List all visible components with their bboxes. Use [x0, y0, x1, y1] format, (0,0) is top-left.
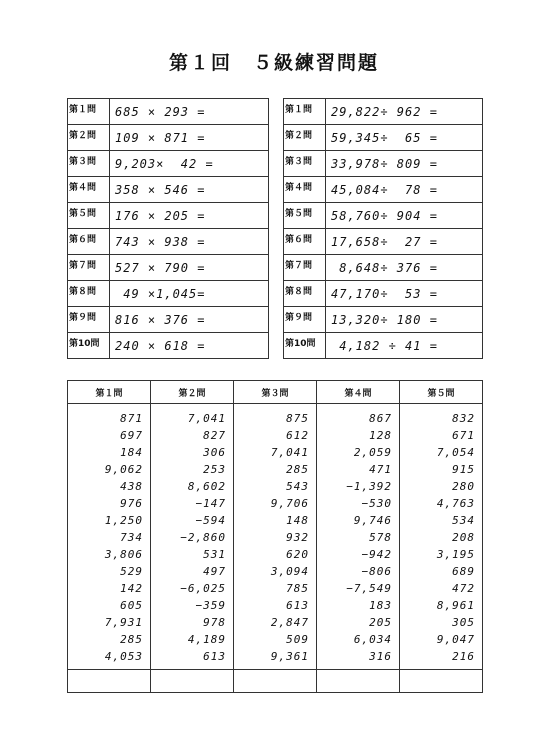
- number-column: [68, 404, 151, 670]
- problem-expression: 358 × 546 =: [110, 177, 269, 203]
- number-cell: 867: [369, 412, 392, 425]
- number-cell: 689: [452, 565, 475, 578]
- division-row: [284, 203, 483, 229]
- problem-expression: 4,182 ÷ 41 =: [326, 333, 483, 359]
- number-cell: 472: [452, 582, 475, 595]
- number-cell: 9,062: [104, 463, 143, 476]
- number-cell: −806: [361, 565, 392, 578]
- number-cell: 976: [120, 497, 143, 510]
- division-row: [284, 125, 483, 151]
- multiplication-table: [67, 98, 269, 359]
- answer-cell[interactable]: [151, 670, 234, 693]
- problem-expression: 816 × 376 =: [110, 307, 269, 333]
- multiplication-row: [68, 307, 269, 333]
- number-cell: 3,195: [436, 548, 475, 561]
- problem-expression: 59,345÷ 65 =: [326, 125, 483, 151]
- multiplication-row: [68, 99, 269, 125]
- number-cell: 612: [286, 429, 309, 442]
- division-table: [283, 98, 483, 359]
- number-cell: 620: [286, 548, 309, 561]
- problem-label: 第10問: [68, 333, 110, 359]
- problem-label: 第９問: [284, 307, 326, 333]
- number-cell: 2,059: [353, 446, 392, 459]
- number-cell: 827: [203, 429, 226, 442]
- number-cell: 613: [203, 650, 226, 663]
- number-cell: 253: [203, 463, 226, 476]
- number-cell: 9,047: [436, 633, 475, 646]
- number-cell: 148: [286, 514, 309, 527]
- division-row: [284, 307, 483, 333]
- number-cell: 543: [286, 480, 309, 493]
- multiplication-row: [68, 229, 269, 255]
- problem-expression: 109 × 871 =: [110, 125, 269, 151]
- column-header: 第３問: [234, 381, 317, 404]
- number-cell: 7,041: [270, 446, 309, 459]
- number-cell: 208: [452, 531, 475, 544]
- number-cell: −359: [195, 599, 226, 612]
- number-cell: 6,034: [353, 633, 392, 646]
- number-cell: 183: [369, 599, 392, 612]
- problem-expression: 176 × 205 =: [110, 203, 269, 229]
- number-cell: 734: [120, 531, 143, 544]
- problem-label: 第４問: [68, 177, 110, 203]
- number-column: [317, 404, 400, 670]
- problem-label: 第７問: [284, 255, 326, 281]
- problem-expression: 33,978÷ 809 =: [326, 151, 483, 177]
- number-cell: 4,763: [436, 497, 475, 510]
- number-cell: 128: [369, 429, 392, 442]
- answer-cell[interactable]: [317, 670, 400, 693]
- problem-expression: 240 × 618 =: [110, 333, 269, 359]
- number-cell: 305: [452, 616, 475, 629]
- answer-cell[interactable]: [400, 670, 483, 693]
- number-cell: 785: [286, 582, 309, 595]
- number-cell: 671: [452, 429, 475, 442]
- problem-label: 第５問: [284, 203, 326, 229]
- number-cell: 205: [369, 616, 392, 629]
- division-row: [284, 333, 483, 359]
- problem-label: 第２問: [284, 125, 326, 151]
- problem-label: 第８問: [284, 281, 326, 307]
- division-row: [284, 281, 483, 307]
- problem-expression: 58,760÷ 904 =: [326, 203, 483, 229]
- problem-expression: 13,320÷ 180 =: [326, 307, 483, 333]
- number-cell: 9,706: [270, 497, 309, 510]
- number-cell: 697: [120, 429, 143, 442]
- multiplication-row: [68, 255, 269, 281]
- problem-expression: 527 × 790 =: [110, 255, 269, 281]
- number-cell: 4,053: [104, 650, 143, 663]
- problem-label: 第３問: [284, 151, 326, 177]
- number-cell: −147: [195, 497, 226, 510]
- division-row: [284, 151, 483, 177]
- number-cell: −594: [195, 514, 226, 527]
- page-title: 第１回 ５級練習問題: [168, 52, 379, 74]
- number-cell: 285: [120, 633, 143, 646]
- multiplication-row: [68, 177, 269, 203]
- column-header: 第４問: [317, 381, 400, 404]
- number-cell: 285: [286, 463, 309, 476]
- column-header: 第２問: [151, 381, 234, 404]
- number-cell: 306: [203, 446, 226, 459]
- number-cell: 1,250: [104, 514, 143, 527]
- addition-table: [67, 380, 483, 693]
- division-row: [284, 255, 483, 281]
- number-cell: 8,602: [187, 480, 226, 493]
- problem-expression: 9,203× 42 =: [110, 151, 269, 177]
- problem-expression: 45,084÷ 78 =: [326, 177, 483, 203]
- answer-cell[interactable]: [68, 670, 151, 693]
- problem-expression: 743 × 938 =: [110, 229, 269, 255]
- number-cell: 509: [286, 633, 309, 646]
- problem-expression: 29,822÷ 962 =: [326, 99, 483, 125]
- multiplication-row: [68, 333, 269, 359]
- number-cell: 531: [203, 548, 226, 561]
- number-cell: −6,025: [180, 582, 226, 595]
- problem-label: 第10問: [284, 333, 326, 359]
- number-cell: −942: [361, 548, 392, 561]
- number-cell: 142: [120, 582, 143, 595]
- number-cell: −530: [361, 497, 392, 510]
- number-cell: 978: [203, 616, 226, 629]
- column-header: 第５問: [400, 381, 483, 404]
- number-column: [151, 404, 234, 670]
- problem-label: 第１問: [284, 99, 326, 125]
- multiplication-row: [68, 125, 269, 151]
- number-cell: 3,094: [270, 565, 309, 578]
- number-cell: 280: [452, 480, 475, 493]
- number-cell: 7,041: [187, 412, 226, 425]
- number-cell: 2,847: [270, 616, 309, 629]
- number-cell: 7,054: [436, 446, 475, 459]
- number-cell: 3,806: [104, 548, 143, 561]
- number-cell: 8,961: [436, 599, 475, 612]
- problem-label: 第１問: [68, 99, 110, 125]
- number-column: [400, 404, 483, 670]
- number-cell: 578: [369, 531, 392, 544]
- problem-expression: 8,648÷ 376 =: [326, 255, 483, 281]
- number-cell: 832: [452, 412, 475, 425]
- problem-label: 第７問: [68, 255, 110, 281]
- division-row: [284, 99, 483, 125]
- number-cell: −1,392: [346, 480, 392, 493]
- number-cell: 932: [286, 531, 309, 544]
- problem-label: 第５問: [68, 203, 110, 229]
- problem-label: 第６問: [284, 229, 326, 255]
- number-cell: 7,931: [104, 616, 143, 629]
- division-row: [284, 177, 483, 203]
- number-cell: 184: [120, 446, 143, 459]
- problem-label: 第４問: [284, 177, 326, 203]
- number-cell: 529: [120, 565, 143, 578]
- column-header: 第１問: [68, 381, 151, 404]
- number-cell: 471: [369, 463, 392, 476]
- number-cell: 9,361: [270, 650, 309, 663]
- answer-cell[interactable]: [234, 670, 317, 693]
- number-cell: 605: [120, 599, 143, 612]
- problem-expression: 49 ×1,045=: [110, 281, 269, 307]
- number-cell: 497: [203, 565, 226, 578]
- problem-expression: 47,170÷ 53 =: [326, 281, 483, 307]
- problem-expression: 685 × 293 =: [110, 99, 269, 125]
- number-column: [234, 404, 317, 670]
- number-cell: 534: [452, 514, 475, 527]
- problem-label: 第６問: [68, 229, 110, 255]
- problem-expression: 17,658÷ 27 =: [326, 229, 483, 255]
- number-cell: 871: [120, 412, 143, 425]
- multiplication-row: [68, 203, 269, 229]
- number-cell: −7,549: [346, 582, 392, 595]
- number-cell: 4,189: [187, 633, 226, 646]
- number-cell: 216: [452, 650, 475, 663]
- number-cell: 875: [286, 412, 309, 425]
- problem-label: 第８問: [68, 281, 110, 307]
- number-cell: 9,746: [353, 514, 392, 527]
- problem-label: 第２問: [68, 125, 110, 151]
- number-cell: −2,860: [180, 531, 226, 544]
- number-cell: 316: [369, 650, 392, 663]
- number-cell: 613: [286, 599, 309, 612]
- number-cell: 915: [452, 463, 475, 476]
- multiplication-row: [68, 281, 269, 307]
- number-cell: 438: [120, 480, 143, 493]
- problem-label: 第９問: [68, 307, 110, 333]
- problem-label: 第３問: [68, 151, 110, 177]
- division-row: [284, 229, 483, 255]
- multiplication-row: [68, 151, 269, 177]
